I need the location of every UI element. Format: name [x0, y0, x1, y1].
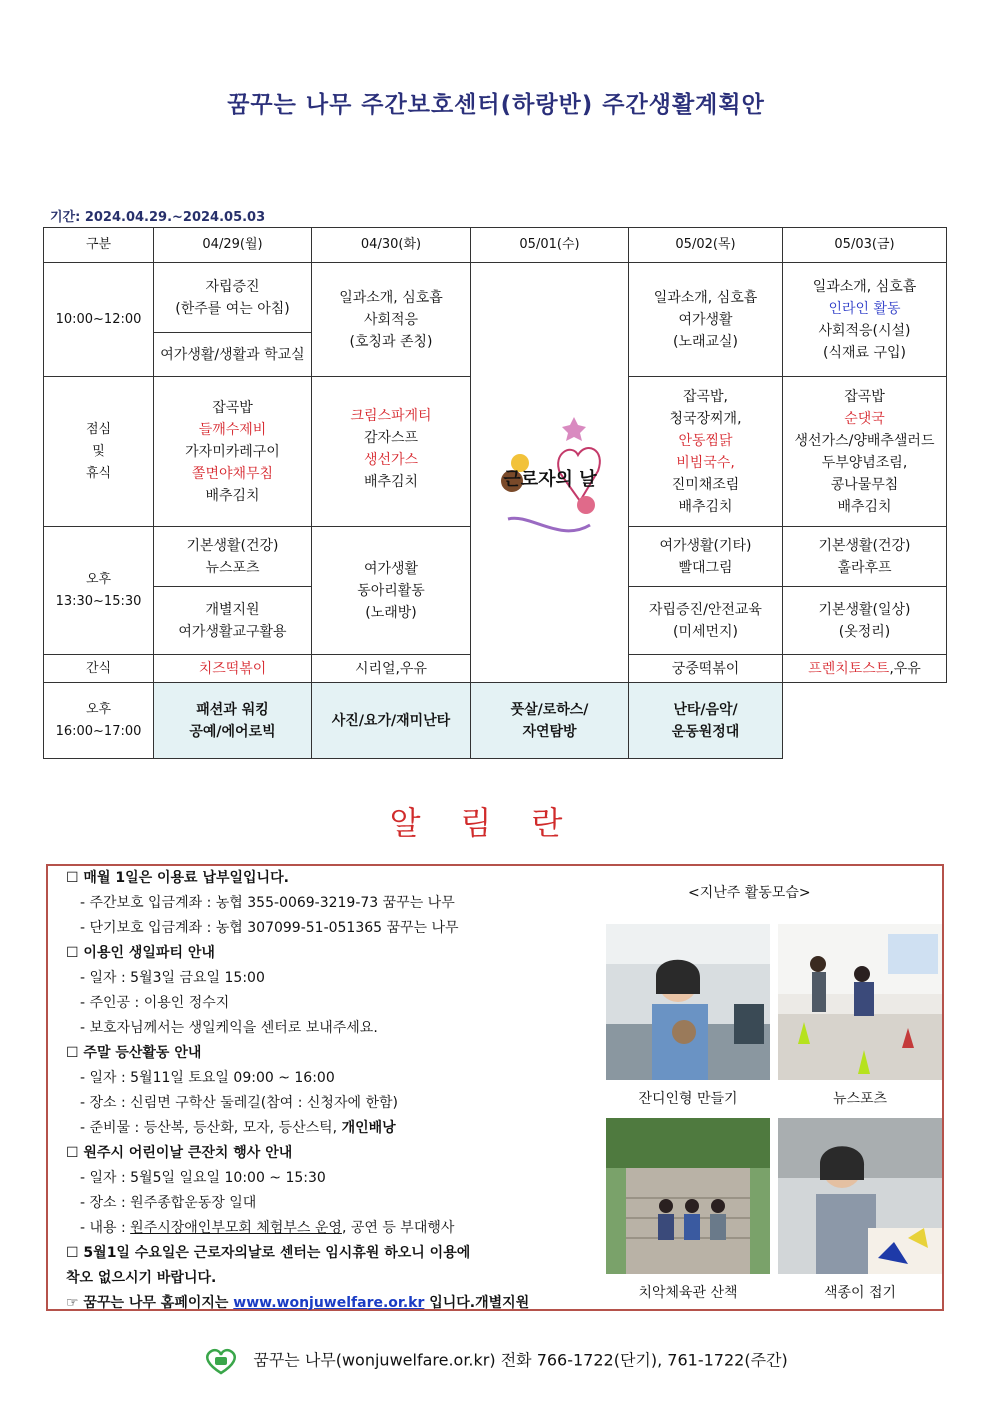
- cell-text: 13:30~15:30: [55, 593, 142, 609]
- menu-item: 쫄면야채무침: [191, 465, 274, 482]
- menu-item: 두부양념조림,: [821, 454, 908, 471]
- fri-lunch: [783, 377, 947, 527]
- table-row: [44, 683, 947, 759]
- notice-line: ☐ 주말 등산활동 안내: [66, 1045, 202, 1061]
- mon-snack: 치즈떡볶이: [154, 655, 312, 683]
- cell-text: 패션과 워킹: [196, 701, 269, 718]
- cell-text: (노래방): [365, 604, 417, 621]
- header-thu: 05/02(목): [629, 228, 783, 263]
- photo-caption: 뉴스포츠: [832, 1091, 888, 1107]
- fri-snack: [783, 655, 947, 683]
- cell-text: 점심: [85, 421, 112, 437]
- thu-pm-1: [629, 527, 783, 587]
- cell-text: 및: [92, 443, 105, 459]
- cell-text: 자립증진: [205, 278, 260, 295]
- cell-text: 개별지원: [205, 601, 260, 618]
- cell-text: (식재료 구입): [823, 344, 906, 361]
- cell-text: 난타/음악/: [673, 701, 738, 718]
- notice-line: ☐ 5월1일 수요일은 근로자의날로 센터는 임시휴원 하오니 이용에: [66, 1245, 471, 1261]
- cell-text: 사회적응(시설): [818, 322, 911, 339]
- mon-late: [154, 683, 312, 759]
- notice-line: ☐ 이용인 생일파티 안내: [66, 945, 215, 961]
- time-afternoon: [44, 527, 154, 655]
- menu-item: 진미채조림: [671, 476, 740, 493]
- cell-text: 일과소개, 심호흡: [339, 289, 443, 306]
- mon-lunch: [154, 377, 312, 527]
- tue-lunch: [312, 377, 471, 527]
- fri-late: [629, 683, 783, 759]
- notice-line: - 장소 : 원주종합운동장 일대: [80, 1195, 257, 1211]
- thu-lunch: [629, 377, 783, 527]
- menu-item: 잡곡밥: [212, 399, 253, 416]
- cell-text: 자연탐방: [522, 723, 577, 740]
- notice-line: - 보호자님께서는 생일케익을 센터로 보내주세요.: [80, 1020, 378, 1036]
- notice-line: - 주인공 : 이용인 정수지: [80, 995, 230, 1011]
- holiday-text: 근로자의 날: [502, 468, 597, 490]
- cell-text: 기본생활(건강): [186, 537, 279, 554]
- notice-line: ☐ 원주시 어린이날 큰잔치 행사 안내: [66, 1145, 293, 1161]
- thu-snack: 궁중떡볶이: [629, 655, 783, 683]
- cell-text: 빨대그림: [678, 559, 733, 576]
- notice-line: [66, 1216, 606, 1241]
- header-fri: 05/03(금): [783, 228, 947, 263]
- tue-pm: [312, 527, 471, 655]
- cell-text: 운동원정대: [671, 723, 740, 740]
- cell-text: - 준비물 : 등산복, 등산화, 모자, 등산스틱,: [80, 1120, 342, 1136]
- photo-new-sports: [778, 924, 942, 1080]
- cell-text: 기본생활(일상): [818, 601, 911, 618]
- cell-text: 동아리활동: [357, 582, 425, 599]
- cell-text: (옷정리): [838, 623, 891, 640]
- cell-text: 자립증진/안전교육: [649, 601, 762, 618]
- tue-snack: 시리얼,우유: [312, 655, 471, 683]
- page-title: 꿈꾸는 나무 주간보호센터(하랑반) 주간생활계획안: [227, 92, 765, 118]
- thu-am: [629, 263, 783, 377]
- cell-text: 16:00~17:00: [55, 723, 142, 739]
- tue-late: 사진/요가/재미난타: [312, 683, 471, 759]
- notice-line: - 단기보호 입금계좌 : 농협 307099-51-051365 꿈꾸는 나무: [80, 920, 459, 936]
- photo-origami: [778, 1118, 942, 1274]
- homepage-line: [66, 1291, 606, 1316]
- fri-am: [783, 263, 947, 377]
- mon-pm-2: [154, 587, 312, 655]
- cell-text: (한주를 여는 아침): [175, 300, 290, 317]
- photo-doll-making: [606, 924, 770, 1080]
- mon-am-1: [154, 263, 312, 333]
- cell-text: 기본생활(건강): [818, 537, 911, 554]
- cell-text: 입니다.개별지원: [424, 1295, 530, 1311]
- photos-caption: <지난주 활동모습>: [688, 885, 811, 901]
- menu-item: 배추김치: [837, 498, 892, 515]
- cell-text: ☞ 꿈꾸는 나무 홈페이지는: [66, 1295, 234, 1311]
- notice-line: - 주간보호 입금계좌 : 농협 355-0069-3219-73 꿈꾸는 나무: [80, 895, 455, 911]
- photo-caption: 잔디인형 만들기: [638, 1091, 738, 1107]
- table-header-row: [44, 228, 947, 263]
- cell-text: 인라인 활동: [828, 300, 901, 317]
- period-label: 기간: 2024.04.29.~2024.05.03: [50, 210, 266, 225]
- content-underlined: 원주시장애인부모회 체험부스 운영: [130, 1220, 342, 1236]
- labor-day-art: [490, 393, 610, 553]
- header-wed: 05/01(수): [471, 228, 629, 263]
- notice-line: ☐ 매월 1일은 이용료 납부일입니다.: [66, 870, 289, 886]
- menu-item: 잡곡밥: [844, 388, 885, 405]
- cell-text: 사회적응: [363, 311, 419, 328]
- cell-text: (노래교실): [672, 333, 739, 350]
- footer: [0, 1347, 992, 1375]
- menu-item: 안동찜닭: [678, 432, 733, 449]
- cell-text: , 공연 등 부대행사: [341, 1220, 455, 1236]
- cell-text: 일과소개, 심호흡: [653, 289, 758, 306]
- notice-box: [46, 864, 944, 1311]
- notice-line: - 일자 : 5월5일 일요일 10:00 ~ 15:30: [80, 1170, 326, 1186]
- prep-bold: 개인배낭: [341, 1120, 396, 1136]
- cell-text: 프렌치토스트: [808, 660, 890, 677]
- photo-caption: 색종이 접기: [823, 1285, 897, 1301]
- thu-late: [471, 683, 629, 759]
- cell-text: 뉴스포츠: [205, 559, 260, 576]
- header-mon: 04/29(월): [154, 228, 312, 263]
- photo-walk: [606, 1118, 770, 1274]
- menu-item: 생선가스: [363, 452, 419, 468]
- photo-caption: 치악체육관 산책: [638, 1285, 738, 1301]
- cell-text: 오후: [85, 701, 112, 717]
- menu-item: 크림스파게티: [350, 408, 432, 424]
- fri-pm-1: [783, 527, 947, 587]
- notice-line: - 일자 : 5월3일 금요일 15:00: [80, 970, 265, 986]
- notice-line: - 장소 : 신림면 구학산 둘레길(참여 : 신청자에 한함): [80, 1095, 398, 1111]
- cell-text: 훌라후프: [837, 559, 892, 576]
- menu-item: 비빔국수,: [676, 454, 735, 471]
- time-snack: 간식: [44, 655, 154, 683]
- notice-line: 착오 없으시기 바랍니다.: [66, 1270, 217, 1286]
- header-tue: 04/30(화): [312, 228, 471, 263]
- time-late: [44, 683, 154, 759]
- notice-line: [66, 1116, 606, 1141]
- menu-item: 배추김치: [205, 487, 260, 504]
- wed-holiday: [471, 263, 629, 683]
- mon-am-2: 여가생활/생활과 학교실: [154, 333, 312, 377]
- cell-text: ,우유: [889, 660, 921, 677]
- cell-text: (호칭과 존칭): [349, 333, 433, 350]
- cell-text: 일과소개, 심호흡: [812, 278, 917, 295]
- homepage-link[interactable]: www.wonjuwelfare.or.kr: [233, 1295, 425, 1311]
- time-morning: 10:00~12:00: [44, 263, 154, 377]
- notice-line: - 일자 : 5월11일 토요일 09:00 ~ 16:00: [80, 1070, 335, 1086]
- menu-item: 잡곡밥,: [682, 388, 729, 405]
- menu-item: 배추김치: [678, 498, 733, 515]
- mon-pm-1: [154, 527, 312, 587]
- cell-text: 오후: [85, 571, 112, 587]
- cell-text: 풋살/로하스/: [510, 701, 589, 718]
- cell-text: 여가생활: [363, 560, 419, 577]
- cell-text: (미세먼지): [672, 623, 739, 640]
- cell-text: 여가생활: [678, 311, 733, 328]
- time-lunch: [44, 377, 154, 527]
- menu-item: 생선가스/양배추샐러드: [794, 432, 935, 449]
- notice-title: 알림란: [389, 804, 603, 842]
- cell-text: 여가생활(기타): [659, 537, 752, 554]
- menu-item: 가자미카레구이: [185, 443, 280, 460]
- tue-am: [312, 263, 471, 377]
- header-category: 구분: [44, 228, 154, 263]
- weekly-schedule-table: [43, 227, 947, 759]
- footer-text: 꿈꾸는 나무(wonjuwelfare.or.kr) 전화 766-1722(단기), 761-1722(주간): [253, 1350, 788, 1370]
- menu-item: 감자스프: [363, 430, 419, 446]
- menu-item: 콩나물무침: [830, 476, 899, 493]
- cell-text: - 내용 :: [80, 1220, 131, 1236]
- menu-item: 배추김치: [363, 474, 419, 490]
- cell-text: 휴식: [85, 465, 112, 481]
- menu-item: 청국장찌개,: [669, 410, 742, 427]
- table-row: [44, 263, 947, 333]
- cell-text: 공예/에어로빅: [189, 723, 276, 740]
- notice-list: [66, 866, 606, 1316]
- menu-item: 들깨수제비: [198, 421, 267, 438]
- center-logo-icon: [204, 1347, 238, 1375]
- menu-item: 순댓국: [844, 410, 885, 427]
- cell-text: 여가생활교구활용: [178, 623, 287, 640]
- thu-pm-2: [629, 587, 783, 655]
- fri-pm-2: [783, 587, 947, 655]
